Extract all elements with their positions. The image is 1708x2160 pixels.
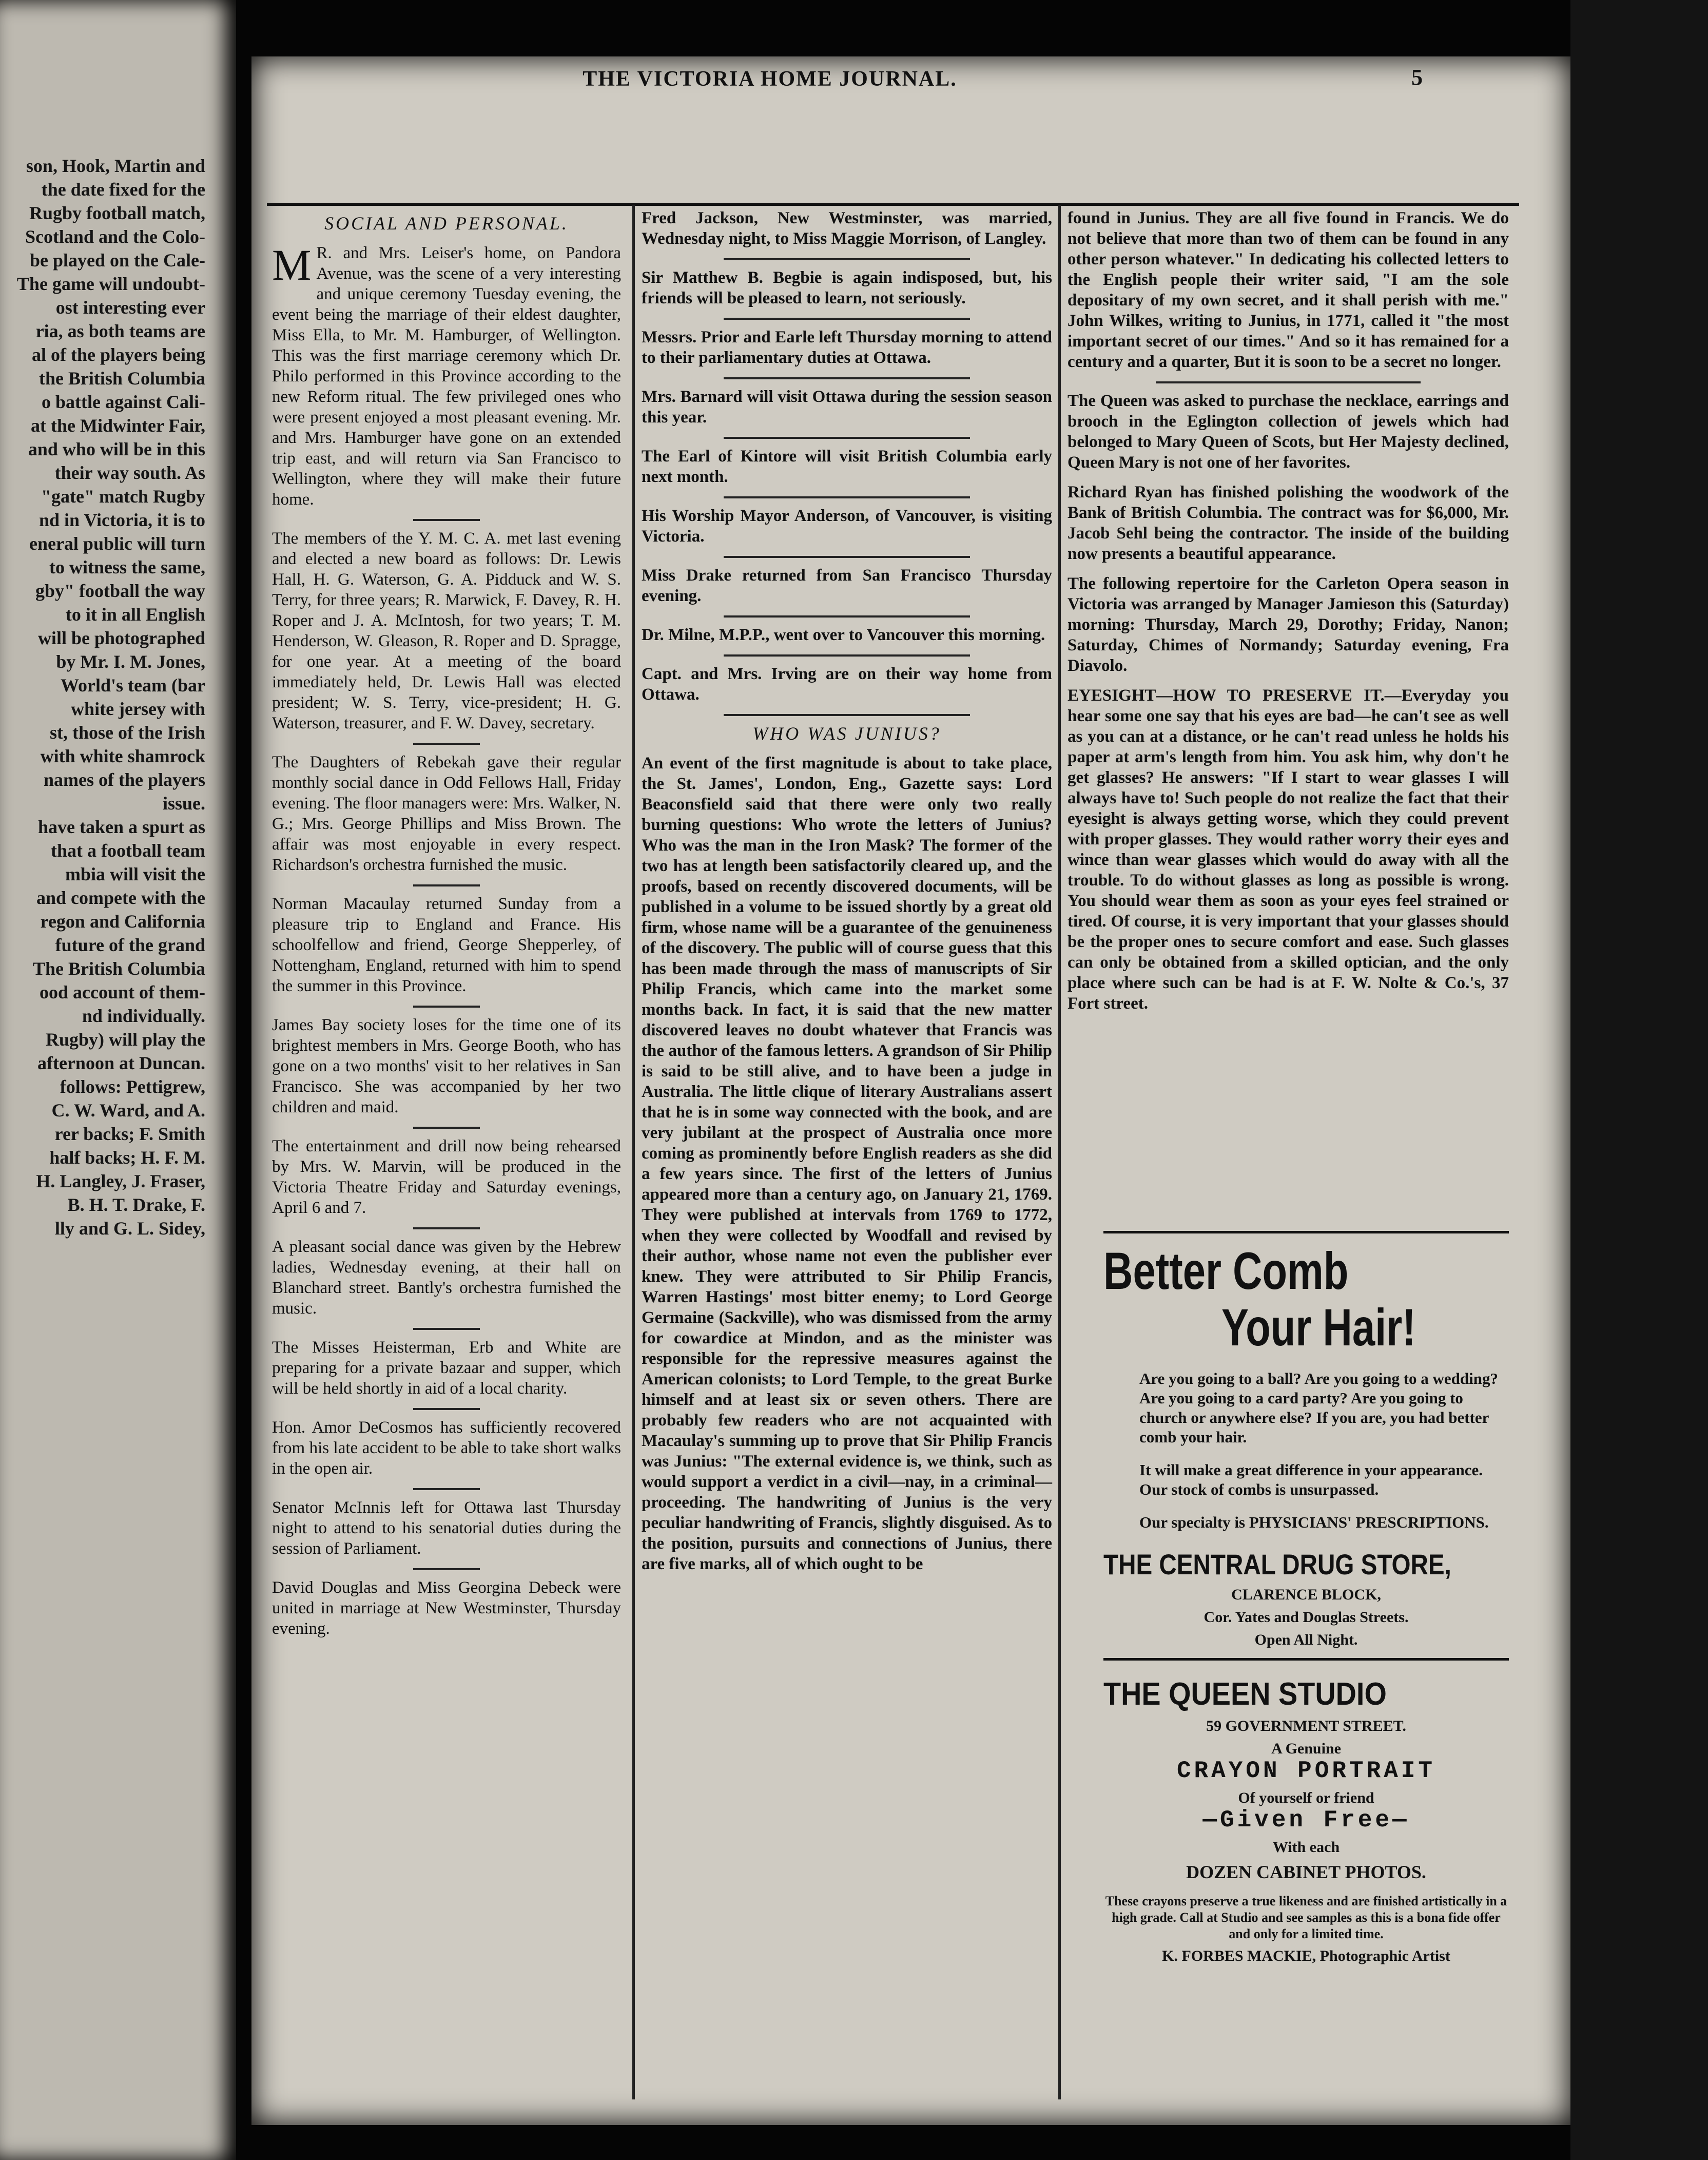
separator [1156,381,1421,383]
separator [413,519,480,521]
separator [413,1488,480,1490]
separator [413,1227,480,1229]
article: The entertainment and drill now being rehearsed by Mrs. W. Marvin, will be produced in the Victoria Theatre Friday and Saturday evenings, April 6 and 7. [272,1137,621,1217]
studio-fine-print: These crayons preserve a true likeness and are finished artistically in a high grade. Call at Studio and see samples as this is a bona fide offer and only for a limited time. [1105,1894,1507,1941]
article: The Daughters of Rebekah gave their regular monthly social dance in Odd Fellows Hall, Friday evening. The floor managers were: Mrs. Walker, N. G.; Mrs. George Phillips and Miss Brown. The affair was most enjoyable in every respect. Richardson's orchestra furnished the music. [272,753,621,874]
ad-rule [1103,1231,1509,1233]
ad-text: Our specialty is PHYSICIANS' PRESCRIPTIONS. [1139,1513,1489,1531]
masthead: THE VICTORIA HOME JOURNAL. [583,67,957,91]
page-number: 5 [1411,65,1423,90]
separator [413,1006,480,1008]
separator [413,884,480,886]
section-title: SOCIAL AND PERSONAL. [324,213,569,234]
article: Sir Matthew B. Begbie is again indisposed, but, his friends will be pleased to learn, not seriously. [642,268,1052,307]
store-name: THE CENTRAL DRUG STORE, [1103,1548,1451,1580]
studio-crayon: CRAYON PORTRAIT [1176,1758,1436,1784]
separator [413,1408,480,1410]
article: Capt. and Mrs. Irving are on their way home from Ottawa. [642,665,1052,704]
studio-address: 59 GOVERNMENT STREET. [1206,1718,1406,1734]
ad-headline: Your Hair! [1221,1298,1416,1357]
article: James Bay society loses for the time one of its brightest members in Mrs. George Booth, who has gone on a two months' visit to her relatives in San Francisco. She was accompanied by her two children and maid. [272,1016,621,1116]
article: The Misses Heisterman, Erb and White are preparing for a private bazaar and supper, which will be held shortly in aid of a local charity. [272,1338,621,1398]
separator [724,714,970,716]
studio-dozen: DOZEN CABINET PHOTOS. [1186,1862,1426,1882]
studio-genuine: A Genuine [1271,1740,1341,1757]
separator [413,1568,480,1570]
article: Mrs. Barnard will visit Ottawa during the session season this year. [642,388,1052,427]
store-hours: Open All Night. [1254,1631,1358,1648]
drop-cap: M [272,240,312,290]
article: The Earl of Kintore will visit British Columbia early next month. [642,447,1052,486]
article-text: R. and Mrs. Leiser's home, on Pandora Avenue, was the scene of a very interesting and unique ceremony Tuesday evening, the event being the marriage of their eldest daughter, Miss Ella, to Mr. M. Hamburger, of Wellington. This was the first marriage ceremony which Dr. Philo performed in this Province according to the new Reform ritual. The few privileged ones who were present enjoyed a most pleasant evening. Mr. and Mrs. Hamburger have gone on an extended trip east, and will return via San Francisco to Wellington, where they will make their future home. [272,244,621,509]
article: The members of the Y. M. C. A. met last evening and elected a new board as follows: Dr. Lewis Hall, H. G. Waterson, G. A. Pidduck and W. S. Terry, for three years; R. Marwick, F. Davey, R. H. Roper and J. A. McIntosh, for two years; T. M. Henderson, W. Gleason, R. Roper and D. Spragge, for one year. At a meeting of the board immediately held, Dr. Lewis Hall was elected president; W. S. Terry, vice-president; H. G. Waterson, treasurer, and F. W. Davey, secretary. [272,529,621,732]
article: Norman Macaulay returned Sunday from a pleasure trip to England and France. His schoolfellow and friend, George Shepperley, of Nottengham, England, returned with him to spend the summer in this Province. [272,895,621,995]
article: Hon. Amor DeCosmos has sufficiently recovered from his late accident to be able to take short walks in the open air. [272,1418,621,1478]
article: Dr. Milne, M.P.P., went over to Vancouver this morning. [642,626,1045,644]
separator [724,496,970,498]
separator [724,615,970,618]
column-rule-1 [632,205,635,2099]
separator [724,654,970,657]
studio-given-free: —Given Free— [1202,1807,1410,1834]
article: David Douglas and Miss Georgina Debeck were united in marriage at New Westminster, Thursday evening. [272,1578,621,1638]
article [272,240,621,510]
article: The following repertoire for the Carleton Opera season in Victoria was arranged by Manager Jamieson this (Saturday) morning: Thursday, March 29, Dorothy; Friday, Nanon; Saturday, Chimes of Normandy; Saturday evening, Fra Diavolo. [1068,574,1509,675]
studio-name: THE QUEEN STUDIO [1103,1676,1387,1712]
junius-article: An event of the first magnitude is about to take place, the St. James', London, Eng., Gazette says: Lord Beaconsfield said that there were only two really burning questions: Who wrote the letters of Junius? Who was the man in the Iron Mask? The former of the two has at length been satisfactorily cleared up, and the proofs, based on recently discovered documents, will be published in a volume to be issued shortly by a great old firm, whose name will be a guarantee of the genuineness of the discovery. The public will of course guess that this has been made through the mass of manuscripts of Sir Philip Francis, which came into the market some months back. In fact, it is said that the new matter discovered leaves no doubt whatever that Francis was the author of the famous letters. A grandson of Sir Philip is said to be still alive, and to have been a judge in Australia. The little clique of literary Australians assert that he is in some way connected with the book, and are very jubilant at the prospect of Australia once more coming as prominently before English readers as she did a few years since. The first of the letters of Junius appeared more than a century ago, on January 21, 1769. They were published at intervals from 1769 to 1772, when they were collected by Woodfall and revised by their author, whose name not even the publisher ever knew. They were attributed to Sir Philip Francis, Warren Hastings' most bitter enemy; to Lord George Germaine (Sackville), who was dismissed from the army for cowardice at Mindon, and as the minister was responsible for the repressive measures against the American colonists; to Lord Temple, to the great Burke himself and at least six or seven others. There are probably few readers who are not acquainted with Macaulay's summing up to prove that Sir Philip Francis was Junius: "The external evidence is, we think, such as would support a verdict in a civil—nay, in a criminal—proceeding. The handwriting of Junius is the very peculiar handwriting of Francis, slightly disguised. As to the position, pursuits and connections of Junius, there are five marks, all of which ought to be [642,754,1052,1573]
book-edge [1570,0,1708,2160]
advertisement-drug-store [1103,1222,1509,1965]
separator [724,258,970,260]
article: The Queen was asked to purchase the necklace, earrings and brooch in the Eglington collection of jewels which had belonged to Mary Queen of Scots, but Her Majesty declined, Queen Mary is not one of her favorites. [1068,392,1509,472]
left-page-fragment [0,0,236,2160]
store-streets: Cor. Yates and Douglas Streets. [1204,1609,1409,1626]
junius-title: WHO WAS JUNIUS? [752,723,941,744]
article: Richard Ryan has finished polishing the woodwork of the Bank of British Columbia. The contract was for $6,000, Mr. Jacob Sehl being the contractor. The inside of the building now presents a beautiful appearance. [1068,483,1509,563]
separator [413,1127,480,1129]
separator [724,437,970,439]
separator [724,318,970,320]
ad-headline: Better Comb [1103,1242,1349,1300]
studio-photographer: K. FORBES MACKIE, Photographic Artist [1162,1947,1450,1964]
column-personals-junius [642,208,1052,2102]
article: Messrs. Prior and Earle left Thursday morning to attend to their parliamentary duties at Ottawa. [642,328,1052,367]
studio-of-yourself: Of yourself or friend [1238,1789,1374,1806]
junius-continued: found in Junius. They are all five found in Francis. We do not believe that more than two of them can be found in any other person whatever." In dedicating his collected letters to the English people their writer said, "I am the sole depositary of my own secret, and it shall perish with me." John Wilkes, writing to Junius, in 1771, called it "the most important secret of our times." And so it has remained for a century and a quarter, But it is soon to be a secret no longer. [1068,209,1509,371]
article: Miss Drake returned from San Francisco Thursday evening. [642,566,1052,605]
column-rule-2 [1058,205,1061,2099]
article: Senator McInnis left for Ottawa last Thursday night to attend to his senatorial duties during the session of Parliament. [272,1498,621,1558]
separator [413,1328,480,1330]
column-social [272,208,621,2102]
ad-text: It will make a great difference in your appearance. Our stock of combs is unsurpassed. [1139,1461,1483,1498]
article: A pleasant social dance was given by the Hebrew ladies, Wednesday evening, at their hall on Blanchard street. Bantly's orchestra furnished the music. [272,1238,621,1318]
separator [724,377,970,379]
ad-rule [1103,1658,1509,1661]
store-block: CLARENCE BLOCK, [1231,1586,1381,1603]
left-page-text: son, Hook, Martin and the date fixed for the Rugby football match, Scotland and the Colo- be played on the Cale- The game will undoubt- ost interesting ever ria, as both teams are al of the players being the British Columbia o battle against Cali- at the Midwinter Fair, and who will be in this their way south. As "gate" match Rugby nd in Victoria, it is to eneral public will turn to witness the same, gby" football the way to it in all English will be photographed by Mr. I. M. Jones, World's team (bar white jersey with st, those of the Irish with white shamrock names of the players issue. have taken a spurt as that a football team mbia will visit the and compete with the regon and California future of the grand The British Columbia ood account of them- nd individually. Rugby) will play the afternoon at Duncan. follows: Pettigrew, C. W. Ward, and A. rer backs; F. Smith half backs; H. F. M. H. Langley, J. Fraser, B. H. T. Drake, F. lly and G. L. Sidey, [16,156,205,1239]
separator [413,743,480,745]
ad-text: Are you going to a ball? Are you going to a wedding? Are you going to a card party? Are you going to church or anywhere else? If you are, you had better comb your hair. [1139,1370,1499,1446]
separator [724,556,970,558]
top-rule [267,203,1519,206]
article: His Worship Mayor Anderson, of Vancouver, is visiting Victoria. [642,507,1052,546]
studio-with-each: With each [1272,1839,1340,1856]
article: EYESIGHT—HOW TO PRESERVE IT.—Everyday you hear some one say that his eyes are bad—he can't see as well as you can at a distance, or he can't read unless he holds his paper at arm's length from him. You ask him, why don't he get glasses? He answers: "If I start to wear glasses I will always have to! Such people do not realize the fact that their eyesight is always getting worse, which they could prevent with proper glasses. They would rather worry their eyes and wince than wear glasses which would do away with all the trouble. To do without glasses as long as possible is wrong. You should wear them as soon as your eyes feel strained or tired. Of course, it is very important that your glasses should be the proper ones to secure comfort and ease. Such glasses can only be obtained from a skilled optician, and the only place where such can be had is at F. W. Nolte & Co.'s, 37 Fort street. [1068,686,1509,1013]
article: Fred Jackson, New Westminster, was married, Wednesday night, to Miss Maggie Morrison, of Langley. [642,209,1052,248]
